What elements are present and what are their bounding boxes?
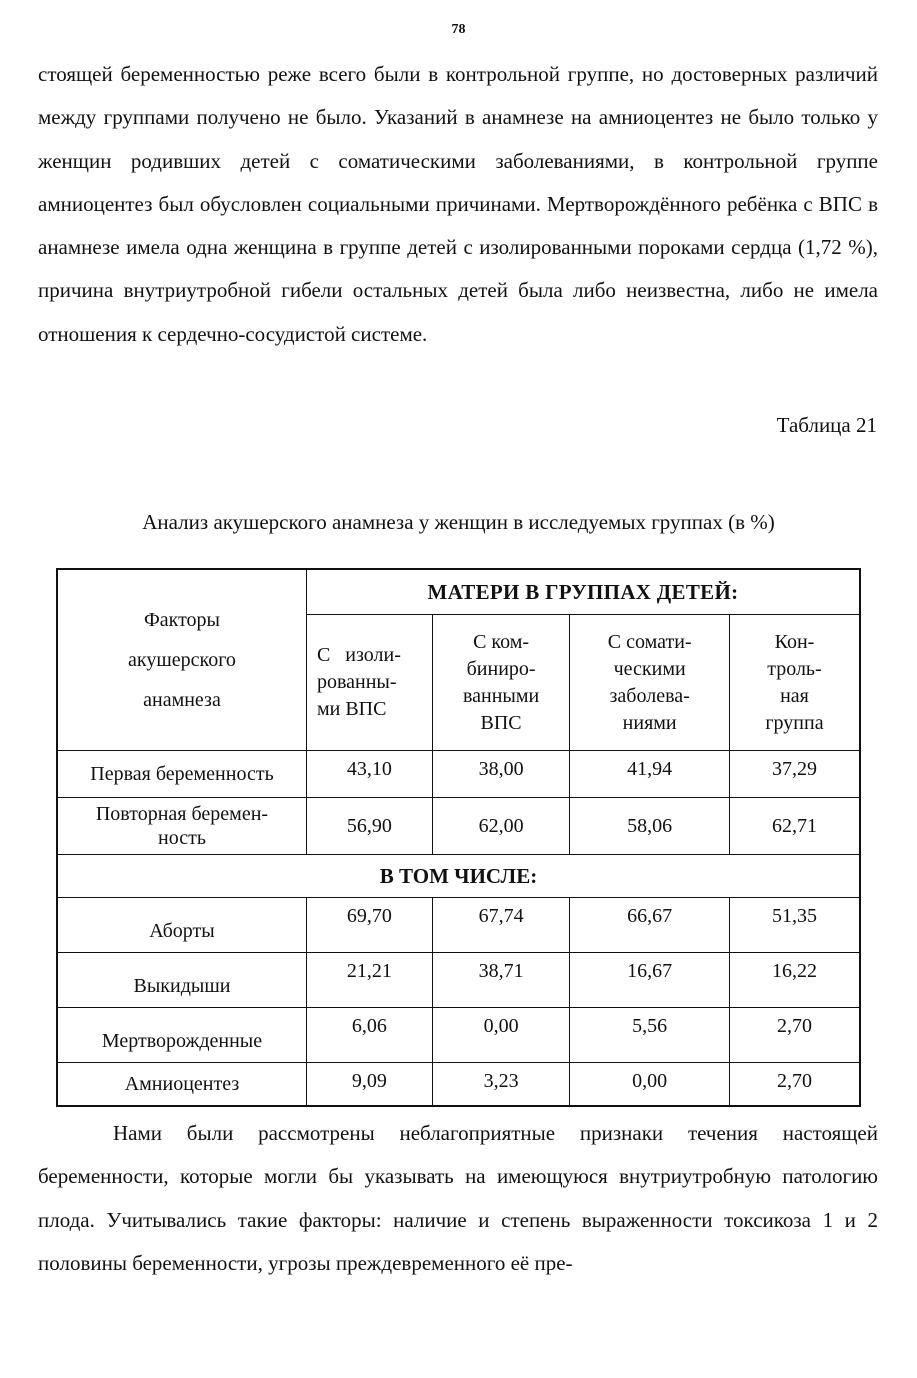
table-cell: 66,67 xyxy=(570,898,730,953)
table-cell: 6,06 xyxy=(306,1008,432,1063)
table-cell: 9,09 xyxy=(306,1063,432,1107)
column-header-line: троль- xyxy=(767,657,822,680)
table-cell: 16,22 xyxy=(729,953,860,1008)
column-header-line: С сомати- xyxy=(607,630,692,653)
table-cell: 56,90 xyxy=(306,798,432,855)
column-header-line: С изоли- xyxy=(316,644,401,666)
factor-header-line: Факторы xyxy=(143,609,220,631)
column-header-line: ниями xyxy=(622,711,677,734)
table-cell: 38,00 xyxy=(432,751,570,798)
column-header-line: Кон- xyxy=(774,630,815,653)
factor-header-line: акушерского xyxy=(128,649,236,671)
row-label: Амниоцентез xyxy=(57,1063,306,1107)
paragraph-top: стоящей беременностью реже всего были в контрольной группе, но достоверных различий между группами получено не было. Указаний в анамнезе на амниоцентез не было только у женщин родивших детей с соматическими заболеваниями, в контрольной группе амниоцентез был обусловлен социальными причинами. Мертворождённого ребёнка с ВПС в анамнезе имела одна женщина в группе детей с изолированными пороками сердца (1,72 %), причина внутриутробной гибели остальных детей была либо неизвестна, либо не имела отношения к сердечно-сосудистой системе. xyxy=(38,62,878,346)
table-cell: 62,71 xyxy=(729,798,860,855)
row-label: Выкидыши xyxy=(57,953,306,1008)
factor-header-line: анамнеза xyxy=(143,689,221,711)
page-number: 78 xyxy=(451,22,466,37)
group-header: МАТЕРИ В ГРУППАХ ДЕТЕЙ: xyxy=(306,569,860,615)
column-header-control xyxy=(729,615,860,751)
table-cell: 21,21 xyxy=(306,953,432,1008)
table-cell: 3,23 xyxy=(432,1063,570,1107)
table-cell: 69,70 xyxy=(306,898,432,953)
table-cell: 58,06 xyxy=(570,798,730,855)
table-cell: 2,70 xyxy=(729,1008,860,1063)
column-header-line: С ком- xyxy=(473,630,530,653)
table-cell: 43,10 xyxy=(306,751,432,798)
row-label: Первая беременность xyxy=(57,751,306,798)
table-row xyxy=(57,1008,860,1063)
section-row xyxy=(57,855,860,898)
column-header-combined xyxy=(432,615,570,751)
table-cell: 0,00 xyxy=(570,1063,730,1107)
column-header-line: заболева- xyxy=(609,684,690,707)
column-header-line: биниро- xyxy=(466,657,536,680)
table-cell: 2,70 xyxy=(729,1063,860,1107)
section-label: В ТОМ ЧИСЛЕ: xyxy=(57,855,860,898)
table-cell: 5,56 xyxy=(570,1008,730,1063)
row-label: Аборты xyxy=(57,898,306,953)
column-header-line: ванными xyxy=(462,684,540,707)
table-label: Таблица 21 xyxy=(776,413,877,437)
paragraph-bottom: Нами были рассмотрены неблагоприятные признаки течения настоящей беременности, которые могли бы указывать на имеющуюся внутриутробную патологию плода. Учитывались такие факторы: наличие и степень выраженности токсикоза 1 и 2 половины беременности, угрозы преждевременного её пре- xyxy=(38,1121,878,1275)
column-header-line: ная xyxy=(780,684,809,707)
factor-header-cell xyxy=(57,569,306,751)
column-header-line: рованны- xyxy=(316,671,397,693)
table-cell: 37,29 xyxy=(729,751,860,798)
table-row xyxy=(57,798,860,855)
table-cell: 38,71 xyxy=(432,953,570,1008)
column-header-line: группа xyxy=(765,711,824,734)
table-cell: 41,94 xyxy=(570,751,730,798)
table-cell: 67,74 xyxy=(432,898,570,953)
column-header-line: ВПС xyxy=(480,711,522,734)
obstetric-history-table xyxy=(56,568,861,1107)
column-header-line: ми ВПС xyxy=(316,698,387,720)
table-cell: 16,67 xyxy=(570,953,730,1008)
column-header-isolated xyxy=(306,615,432,751)
table-cell: 0,00 xyxy=(432,1008,570,1063)
table-row xyxy=(57,751,860,798)
table-row xyxy=(57,953,860,1008)
table-row xyxy=(57,1063,860,1107)
table-caption: Анализ акушерского анамнеза у женщин в исследуемых группах (в %) xyxy=(142,510,775,534)
column-header-somatic xyxy=(570,615,730,751)
table-cell: 51,35 xyxy=(729,898,860,953)
table-row xyxy=(57,898,860,953)
column-header-line: ческими xyxy=(613,657,686,680)
row-label: Мертворожденные xyxy=(57,1008,306,1063)
row-label: Повторная беремен-ность xyxy=(57,798,306,855)
table-cell: 62,00 xyxy=(432,798,570,855)
